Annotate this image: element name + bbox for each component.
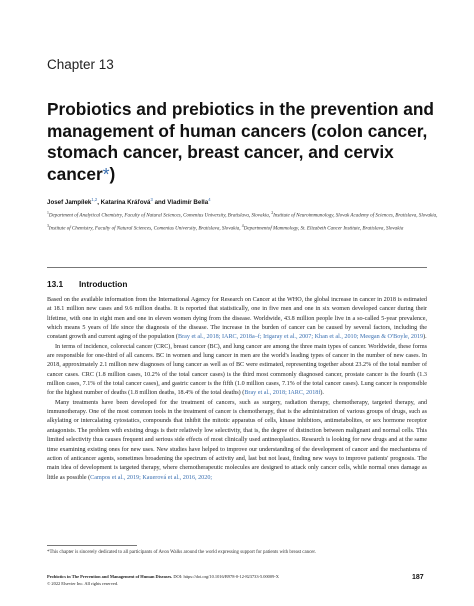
book-title: Probiotics in The Prevention and Management of Human Diseases. [47,574,173,579]
affiliation-text: Institute of Neuroimmunology, Slovak Academy of Sciences, Bratislava, Slovakia, [273,212,438,219]
affiliation-text: Institute of Chemistry, Faculty of Natural Sciences, Comenius University, Bratislava, Slovakia, [48,225,242,232]
paragraph-text: In terms of incidence, colorectal cancer (CRC), breast cancer (BC), and lung cancer are among the three main types of cancer. Worldwide, these forms are responsible for one-third of all cancers. BC in women and lung cancer in men are the world's leading types of cancer in the number of new cases. In 2018, approximately 2.1 million new diagnoses of lung cancer as well as of BC were estimated, representing together about 23.2% of the total number of cancer cases. CRC (1.8 million cases, 10.2% of the total cancer cases) is the third most commonly diagnosed cancer, prostate cancer is the fourth (1.3 million cases, 7.1% of the total cancer cases), and gastric cancer is the fifth (1.0 million cases, 7.1% of the total cancer cases). Lung cancer is responsible for the highest number of deaths (1.8 million deaths, 18.4% of the total deaths) ( [47,343,427,397]
body-text [47,296,427,483]
chapter-title-close: ) [109,163,116,184]
paragraph-text: Many treatments have been developed for the treatment of cancers, such as surgery, radiation therapy, chemotherapy, targeted therapy, and immunotherapy. One of the most common tools in the treatment of cancer is chemotherapy, that is the administration of various groups of drugs, such as alkylating or intercalating cytostatics, compounds that inhibit the mitotic apparatus of cells, kinase inhibitors, antimetabolites, or sex hormone receptor antagonists. The problem with existing drugs is their relatively low selectivity, that is, the degree of distinction between malignant and normal cells. This limited selectivity thus causes frequent and serious side effects of most clinically used antineoplastics. Research is looking for new drugs and at the same time examining existing ones for new uses. New studies have helped to improve our understanding of the development of cancer and the mechanisms of action of anticancer agents, sometimes broadening the spectrum of activity and, last but not least, finding new ways to improve patients' prognosis. The main idea of development is targeted therapy, where chemotherapeutic molecules are designed to attack only cancer cells, while normal ones damage as little as possible ( [47,399,427,481]
citation-link[interactable]: Bray et al., 2018; IARC, 2018f [244,390,321,397]
author-affiliation-ref[interactable]: 4 [208,197,211,202]
copyright: © 2022 Elsevier Inc. All rights reserved. [47,581,119,586]
paragraph [47,343,427,399]
author-affiliation-ref[interactable]: 3 [150,197,153,202]
paragraph-text: ). [320,390,324,397]
doi-link[interactable]: DOI: https://doi.org/10.1016/B978-0-12-823733-5.00009-X [172,574,279,579]
affiliation-text: Departmentof Mammology, St. Elizabeth Cancer Institute, Bratislava, Slovakia [243,225,404,232]
author-name: Josef Jampílek [47,199,92,207]
citation-link[interactable]: Campos et al., 2019; Kauerová et al., 2016, 2020; [90,474,213,481]
affiliations [47,208,447,233]
affiliation-number: 3 [47,223,49,228]
chapter-label: Chapter 13 [47,57,114,72]
affiliation-number: 1 [47,211,49,215]
section-title: Introduction [79,279,128,289]
book-citation [47,573,387,580]
section-number: 13.1 [47,279,64,289]
author-separator: , [97,199,101,207]
chapter-title-text: Probiotics and prebiotics in the prevention and management of human cancers (colon cancer, stomach cancer, breast cancer, and cervix cancer [47,99,434,184]
author-separator: and [152,199,168,207]
section-heading [47,279,127,289]
paragraph [47,399,427,483]
footnote: *This chapter is sincerely dedicated to all participants of Avon Walks around the world expressing support for patients with breast cancer. [47,550,317,555]
page-number: 187 [412,574,424,581]
citation-link[interactable]: Bray et al., 2018; IARC, 2018a–f; Irigaray et al., 2007; Khan et al., 2010; Meegan & O'Boyle, 2019 [177,334,424,341]
author-name: Katarína Kráľová [100,199,151,207]
affiliation-number: 2 [271,211,274,215]
section-divider [47,267,427,268]
chapter-title [47,99,447,185]
footnote-divider [47,545,137,546]
author-list [47,197,211,206]
author-name: Vladimír Bella [167,199,209,207]
title-footnote-marker[interactable]: * [102,163,110,184]
affiliation-text: Department of Analytical Chemistry, Faculty of Natural Sciences, Comenius University, Bratislava, Slovakia, [48,212,272,219]
paragraph [47,296,427,343]
author-affiliation-ref[interactable]: 1,2 [91,197,98,202]
affiliation-number: 4 [241,223,244,228]
paragraph-text: Based on the available information from the International Agency for Research on Cancer at the WHO, the global increase in cancer in 2018 is estimated at 18.1 million new cases and 9.6 million deaths. It is reported that statistically, one in five men and one in six women developed cancer during their lifetime, with one in eight men and one in eleven women dying from the disease. Worldwide, 43.8 million people live in a so-called 5-year prevalence, which means 5 years of life since the diagnosis of the disease. The increase in the burden of cancer can be caused by several factors, including the constant growth and current aging of the population ( [47,297,427,341]
paragraph-text: ). [423,334,427,341]
